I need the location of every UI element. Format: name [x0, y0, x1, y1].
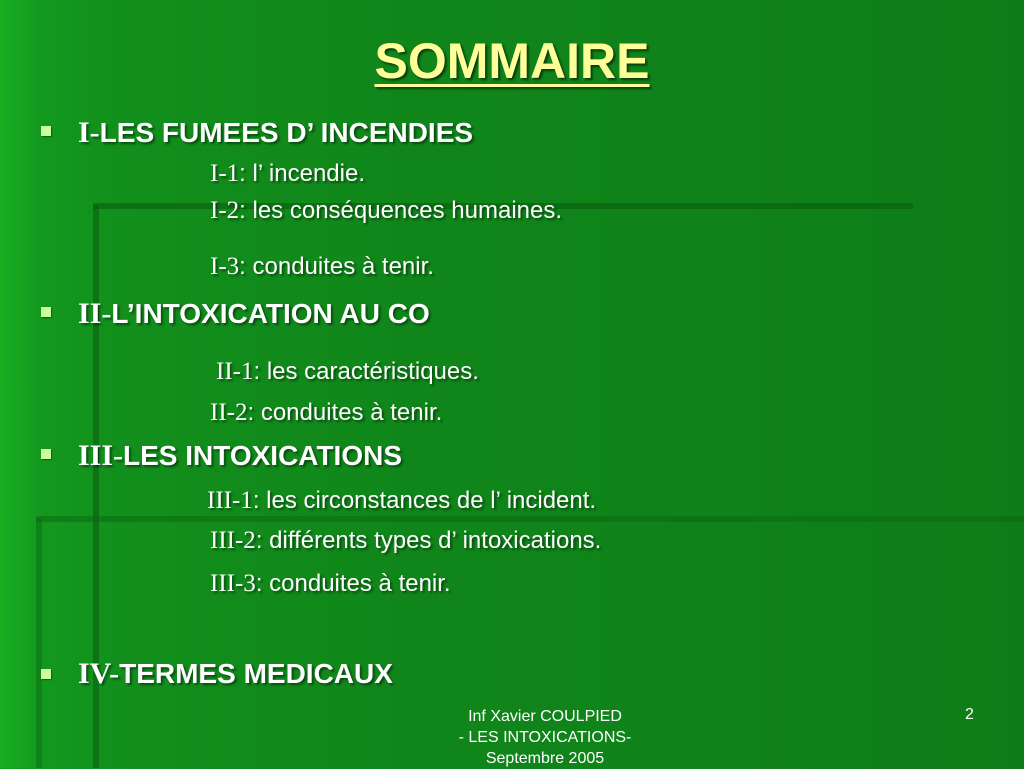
decorative-line [36, 516, 1024, 522]
section-heading: IV-TERMES MEDICAUX [78, 657, 393, 690]
section-heading: III-LES INTOXICATIONS [78, 439, 403, 472]
subsection-item: III-1: les circonstances de l’ incident. [207, 487, 597, 514]
subsection-item: I-2: les conséquences humaines. [210, 197, 563, 224]
page-number: 2 [965, 706, 974, 723]
section-heading: II-L’INTOXICATION AU CO [78, 297, 430, 330]
decorative-line [36, 518, 42, 768]
subsection-item: II-1: les caractéristiques. [216, 358, 479, 385]
background-glow [0, 0, 40, 768]
footer-course: - LES INTOXICATIONS- [458, 729, 632, 746]
subsection-item: III-2: différents types d’ intoxications. [210, 527, 602, 554]
subsection-item: II-2: conduites à tenir. [210, 399, 443, 426]
bullet-icon [41, 449, 51, 459]
subsection-item: III-3: conduites à tenir. [210, 570, 451, 597]
section-heading: I-LES FUMEES D’ INCENDIES [78, 116, 474, 149]
slide-footer [400, 706, 690, 769]
bullet-icon [41, 126, 51, 136]
slide-title: SOMMAIRE [374, 33, 650, 89]
bullet-icon [41, 307, 51, 317]
bullet-icon [41, 669, 51, 679]
subsection-item: I-3: conduites à tenir. [210, 253, 434, 280]
footer-author: Inf Xavier COULPIED [468, 708, 622, 725]
footer-date: Septembre 2005 [485, 750, 605, 767]
subsection-item: I-1: l’ incendie. [210, 160, 366, 187]
